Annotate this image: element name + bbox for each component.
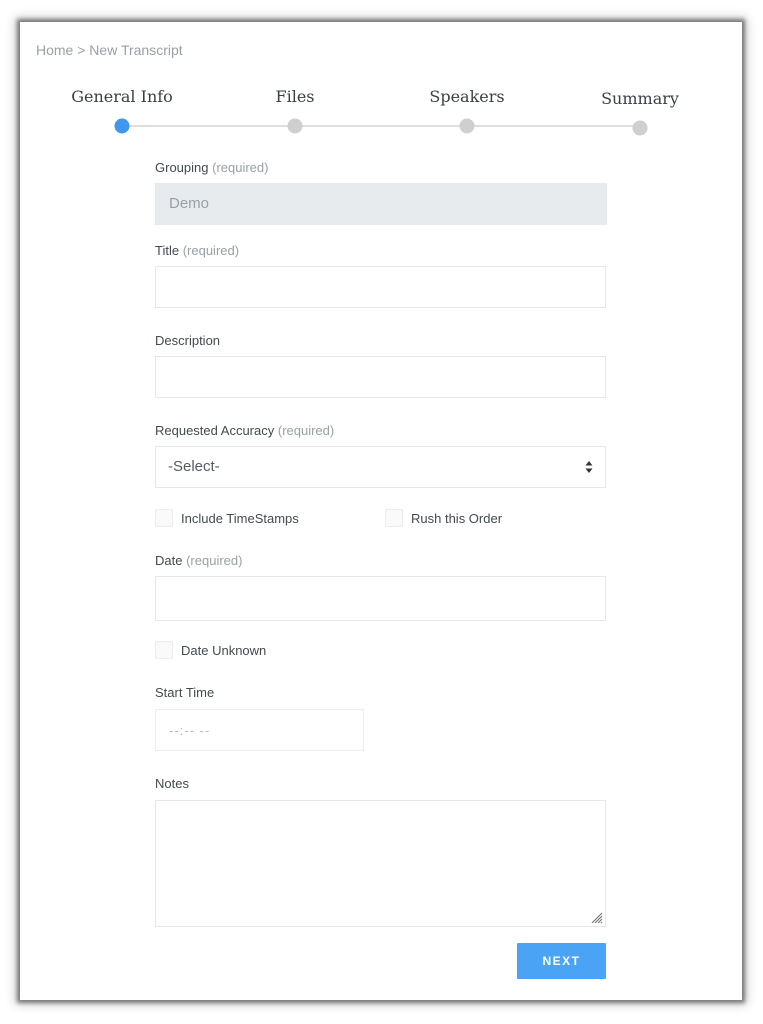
step-dot-summary[interactable] (633, 121, 648, 136)
title-label (155, 243, 239, 258)
resize-handle-icon[interactable] (589, 910, 603, 924)
date-label (155, 553, 242, 568)
date-label-text: Date (155, 553, 183, 568)
step-label-files[interactable]: Files (275, 87, 315, 106)
include-timestamps-label[interactable]: Include TimeStamps (181, 511, 299, 526)
progress-stepper (20, 22, 742, 142)
date-input[interactable] (155, 576, 606, 621)
accuracy-required-note: (required) (277, 423, 335, 438)
title-required-note: (required) (182, 243, 240, 258)
step-dot-speakers[interactable] (460, 119, 475, 134)
grouping-field: Demo (155, 183, 607, 225)
title-label-text: Title (155, 243, 180, 258)
next-button[interactable]: NEXT (517, 943, 606, 979)
include-timestamps-checkbox[interactable] (155, 509, 173, 527)
date-unknown-checkbox[interactable] (155, 641, 173, 659)
description-label: Description (155, 333, 221, 348)
rush-order-label[interactable]: Rush this Order (411, 511, 503, 526)
include-timestamps-option[interactable] (155, 509, 335, 527)
step-dot-files[interactable] (288, 119, 303, 134)
date-required-note: (required) (186, 553, 243, 568)
stepper-line (122, 125, 640, 127)
rush-order-option[interactable] (385, 509, 545, 527)
rush-order-checkbox[interactable] (385, 509, 403, 527)
step-label-speakers[interactable]: Speakers (429, 87, 505, 106)
accuracy-label (155, 423, 334, 438)
start-time-input[interactable]: --:-- -- (155, 709, 364, 751)
grouping-label (155, 160, 268, 175)
date-unknown-option[interactable] (155, 641, 315, 659)
accuracy-selected-value: -Select- (168, 458, 220, 475)
accuracy-label-text: Requested Accuracy (155, 423, 275, 438)
grouping-required-note: (required) (212, 160, 269, 175)
sort-arrows-icon (585, 460, 593, 474)
step-label-general-info[interactable]: General Info (71, 87, 173, 106)
grouping-label-text: Grouping (155, 160, 209, 175)
notes-textarea[interactable] (155, 800, 606, 927)
step-label-summary[interactable]: Summary (601, 89, 679, 108)
description-input[interactable] (155, 356, 606, 398)
start-time-label: Start Time (155, 685, 215, 700)
breadcrumb[interactable]: Home > New Transcript (36, 42, 183, 58)
notes-label: Notes (155, 776, 189, 791)
accuracy-select[interactable] (155, 446, 606, 488)
page-frame (20, 22, 742, 1000)
step-dot-general-info[interactable] (115, 119, 130, 134)
date-unknown-label[interactable]: Date Unknown (181, 643, 267, 658)
title-input[interactable] (155, 266, 606, 308)
